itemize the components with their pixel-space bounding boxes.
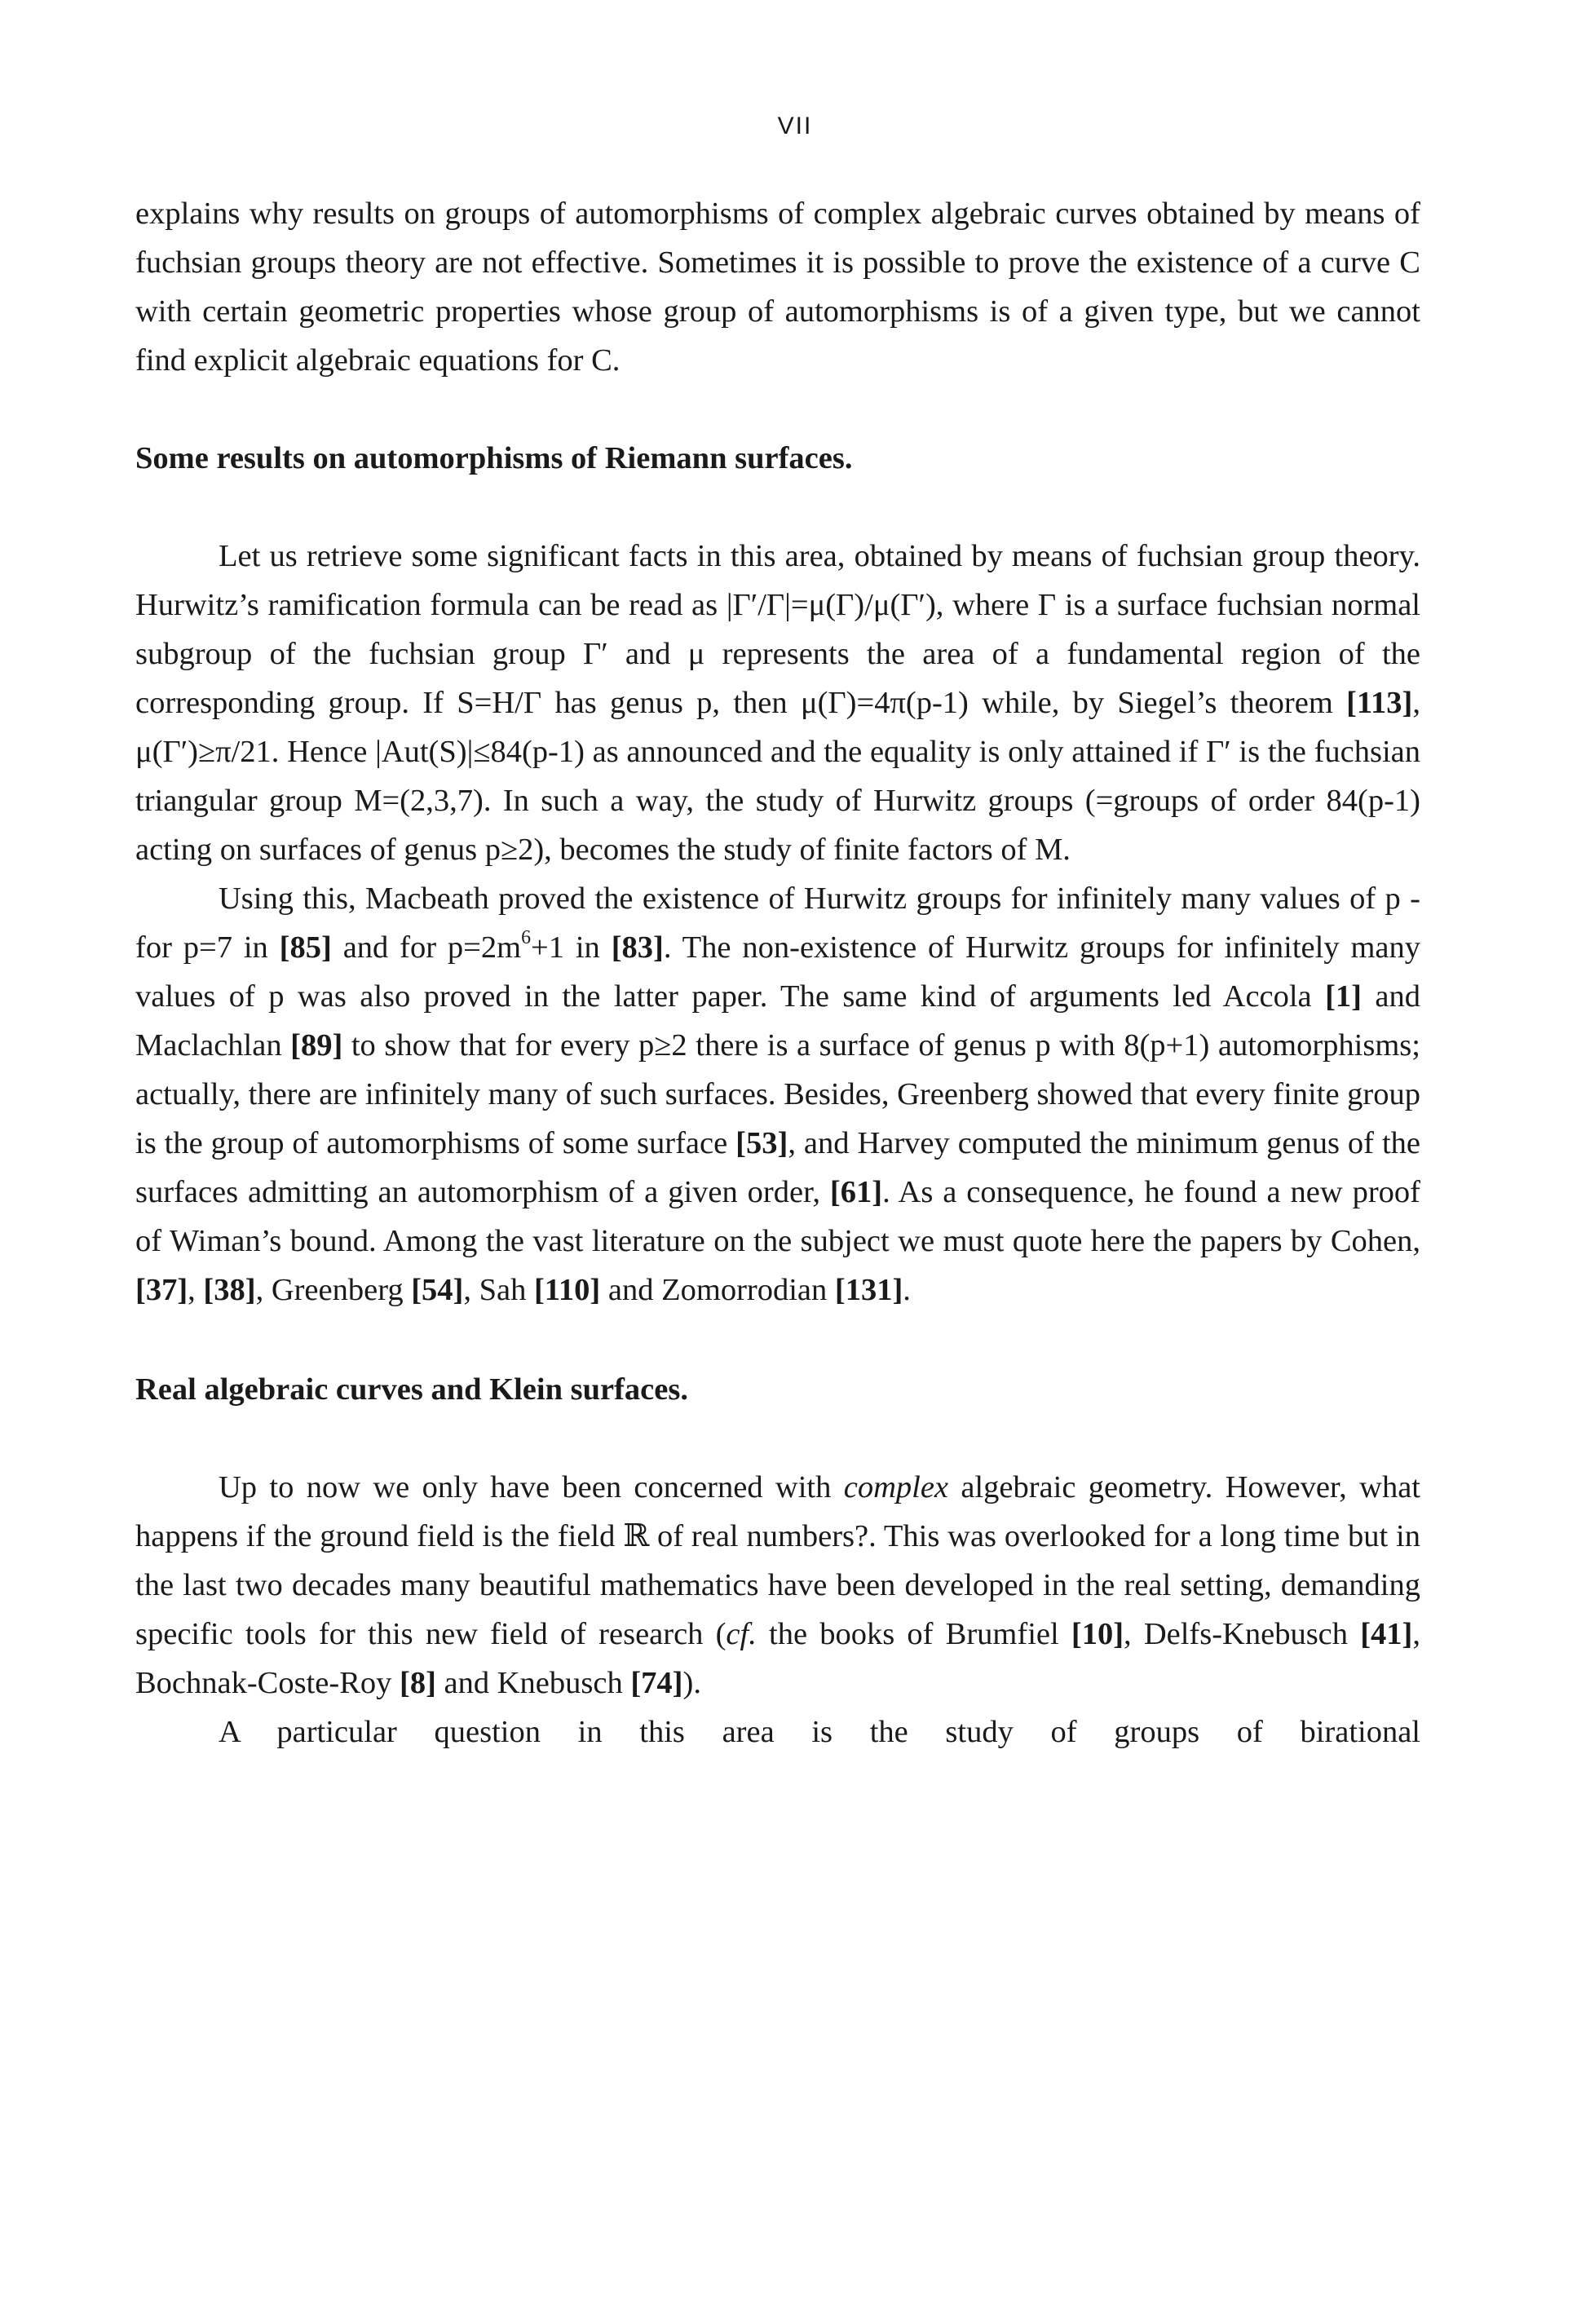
page-number: VII — [777, 113, 813, 139]
citation-ref: [74] — [630, 1666, 683, 1700]
intro-paragraph: explains why results on groups of automorphisms of complex algebraic curves obtained by means of fuchsian groups theory are not effective. Sometimes it is possible to prove the existence of a curve C with certain geometric properties whose group of automorphisms is of a given type, but we cannot find explicit algebraic equations for C. — [135, 197, 1420, 378]
text-run: ). — [682, 1666, 701, 1700]
text-run: Let us retrieve some significant facts in this area, obtained by means of fuchsian group theory. Hurwitz’s ramification formula can be read as |Γ′/Γ|=μ(Γ)/μ(Γ′), where Γ is a surface fuchsian normal subgroup of the fuchsian group Γ′ and μ represents the area of a fundamental region of the corresponding group. If S=H/Γ has genus p, then μ(Γ)=4π(p-1) while, by Siegel’s theorem — [135, 539, 1420, 720]
text-run: the books of Brumfiel — [756, 1617, 1071, 1651]
citation-ref: [54] — [411, 1273, 464, 1307]
citation-ref: [83] — [611, 930, 664, 965]
citation-ref: [41] — [1360, 1617, 1413, 1651]
text-run: , Sah — [463, 1273, 534, 1307]
citation-ref: [113] — [1346, 686, 1413, 720]
section-heading-klein: Real algebraic curves and Klein surfaces. — [135, 1372, 688, 1407]
citation-ref: [38] — [203, 1273, 256, 1307]
text-run: algebraic geometry. However, what happens if the ground field is the field ℝ of real numbers?. This was overlooked for a long time but in the last two decades many beautiful mathematics have been developed in the real setting, demanding specific tools for this new field of research ( — [135, 1470, 1420, 1651]
text-run: A particular question in this area is the study of groups of birational — [219, 1715, 1420, 1749]
text-run: Up to now we only have been concerned with — [219, 1470, 844, 1504]
text-run: +1 in — [531, 930, 612, 965]
text-run: and Knebusch — [435, 1666, 631, 1700]
superscript: 6 — [521, 926, 532, 948]
text-run: , and Harvey computed the minimum genus of the surfaces admitting an automorphism of a given order, — [135, 1126, 1420, 1209]
text-run: , Greenberg — [255, 1273, 412, 1307]
text-run: and Zomorrodian — [600, 1273, 835, 1307]
text-run: . The non-existence of Hurwitz groups for infinitely many values of p was also proved in the latter paper. The same kind of arguments led Accola — [135, 930, 1420, 1014]
citation-ref: [1] — [1325, 979, 1362, 1014]
paragraph-real-geometry — [135, 1463, 1420, 1708]
citation-ref: [89] — [290, 1028, 343, 1063]
text-run: , μ(Γ′)≥π/21. Hence |Aut(S)|≤84(p-1) as announced and the equality is only attained if Γ′ is the fuchsian triangular group M=(2,3,7). In such a way, the study of Hurwitz groups (=groups of order 84(p-1) acting on surfaces of genus p≥2), becomes the study of finite factors of M. — [135, 686, 1420, 867]
text-run: , — [188, 1273, 204, 1307]
citation-ref: [110] — [533, 1273, 601, 1307]
citation-ref: [85] — [279, 930, 332, 965]
paragraph-macbeath — [135, 874, 1420, 1314]
emphasis: complex — [843, 1470, 948, 1504]
page-body — [135, 189, 1420, 1756]
text-run: and for p=2m — [331, 930, 522, 965]
text-run: Using this, Macbeath proved the existence of Hurwitz groups for infinitely many values of p - for p=7 in — [135, 881, 1420, 965]
citation-ref: [61] — [829, 1175, 883, 1209]
text-run: , Bochnak-Coste-Roy — [135, 1617, 1420, 1700]
citation-ref: [37] — [135, 1273, 188, 1307]
citation-ref: [131] — [834, 1273, 903, 1307]
citation-ref: [8] — [400, 1666, 436, 1700]
citation-ref: [10] — [1071, 1617, 1124, 1651]
text-run: to show that for every p≥2 there is a surface of genus p with 8(p+1) automorphisms; actually, there are infinitely many of such surfaces. Besides, Greenberg showed that every finite group is the group of automorphisms of some surface — [135, 1028, 1420, 1160]
text-run: . — [903, 1273, 911, 1307]
text-run: , Delfs-Knebusch — [1124, 1617, 1361, 1651]
citation-ref: [53] — [735, 1126, 788, 1160]
text-run: . As a consequence, he found a new proof of Wiman’s bound. Among the vast literature on the subject we must quote here the papers by Cohen, — [135, 1175, 1420, 1258]
emphasis: cf. — [726, 1617, 757, 1651]
paragraph-hurwitz-formula — [135, 532, 1420, 874]
section-heading-riemann: Some results on automorphisms of Riemann surfaces. — [135, 441, 853, 475]
paragraph-birational — [135, 1708, 1420, 1756]
text-run: and Maclachlan — [135, 979, 1420, 1063]
